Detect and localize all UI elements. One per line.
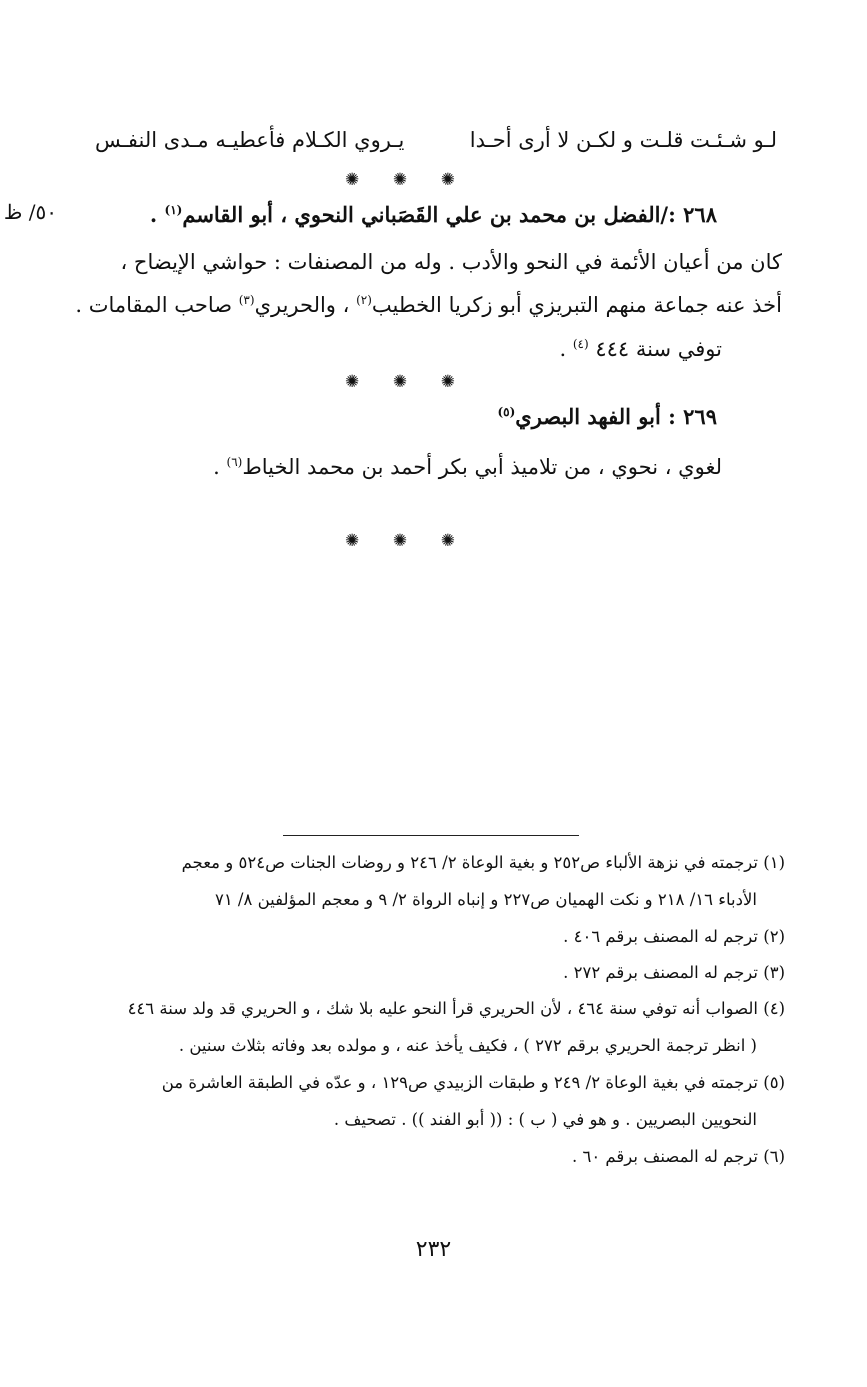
footnote-ref-5: (٥) xyxy=(497,405,516,419)
entry-269-title: ٢٦٩ : أبو الفهد البصري xyxy=(515,404,717,429)
entry-268-line-1: كان من أعيان الأئمة في النحو والأدب . وله من المصنفات : حواشي الإيضاح ، xyxy=(120,250,782,274)
ornament-star: ✺ xyxy=(345,531,360,551)
footnote-5-line-2: النحويين البصريين . و هو في ( ب ) : (( أبو الفند )) . تصحيف . xyxy=(333,1110,757,1129)
footnote-ref-3: (٣) xyxy=(238,293,255,307)
entry-268-line-2 xyxy=(75,293,782,317)
entry-269-line-1: لغوي ، نحوي ، من تلاميذ أبي بكر أحمد بن محمد الخياط$^{(٦)}$ . xyxy=(213,455,722,479)
entry-268-line-2-b: ، والحريري xyxy=(254,293,350,317)
entry-269-heading xyxy=(497,404,717,429)
ornament-star: ✺ xyxy=(440,170,455,190)
footnote-1-line-2: الأدباء ١٦/ ٢١٨ و نكت الهميان ص٢٢٧ و إنباه الرواة ٢/ ٩ و معجم المؤلفين ٨/ ٧١ xyxy=(214,890,757,909)
entry-268-death-year: توفي سنة ٤٤٤ xyxy=(595,337,722,361)
footnote-1-line-1: (١) ترجمته في نزهة الألباء ص٢٥٢ و بغية الوعاة ٢/ ٢٤٦ و روضات الجنات ص٥٢٤ و معجم xyxy=(181,853,785,872)
margin-folio-note: ٥٠/ ظ xyxy=(3,200,57,224)
separator-ornament xyxy=(345,531,455,551)
footnote-ref-4: (٤) xyxy=(572,337,589,351)
footnote-divider xyxy=(283,835,579,836)
footnote-4-line-2: ( انظر ترجمة الحريري برقم ٢٧٢ ) ، فكيف يأخذ عنه ، و مولده بعد وفاته بثلاث سنين . xyxy=(178,1036,757,1055)
page-number: ٢٣٢ xyxy=(415,1237,452,1262)
verse-hemistich-right: لـو شـئـت قلـت و لكـن لا أرى أحـدا xyxy=(469,128,777,152)
entry-268-line-2-c: صاحب المقامات . xyxy=(75,293,233,317)
ornament-star: ✺ xyxy=(392,170,408,190)
footnote-4-line-1: (٤) الصواب أنه توفي سنة ٤٦٤ ، لأن الحريري قرأ النحو عليه بلا شك ، و الحريري قد ولد سنة ٤٤٦ xyxy=(127,999,785,1018)
footnote-ref-2: (٢) xyxy=(356,293,372,307)
separator-ornament xyxy=(345,372,455,392)
ornament-star: ✺ xyxy=(345,170,360,190)
footnote-2: (٢) ترجم له المصنف برقم ٤٠٦ . xyxy=(563,927,785,946)
ornament-star: ✺ xyxy=(440,372,455,392)
footnote-3: (٣) ترجم له المصنف برقم ٢٧٢ . xyxy=(563,963,785,982)
footnote-6: (٦) ترجم له المصنف برقم ٦٠ . xyxy=(571,1147,785,1166)
footnote-5-line-1: (٥) ترجمته في بغية الوعاة ٢/ ٢٤٩ و طبقات الزبيدي ص١٢٩ ، و عدّه في الطبقة العاشرة من xyxy=(161,1073,785,1092)
footnote-ref-6: (٦) xyxy=(226,455,243,469)
entry-269-text: لغوي ، نحوي ، من تلاميذ أبي بكر أحمد بن محمد الخياط xyxy=(242,455,722,479)
verse-hemistich-left: يـروي الكـلام فأعطيـه مـدى النفـس xyxy=(95,128,405,152)
ornament-star: ✺ xyxy=(345,372,360,392)
footnote-ref-1: (١) xyxy=(164,203,183,217)
ornament-star: ✺ xyxy=(440,531,455,551)
entry-268-line-3: توفي سنة ٤٤٤ $^{(٤)}$ . xyxy=(559,337,722,361)
ornament-star: ✺ xyxy=(392,372,408,392)
entry-268-heading: ٢٦٨ :/الفضل بن محمد بن علي القَصَباني النحوي ، أبو القاسم$^{(١)}$ . xyxy=(149,202,717,227)
entry-268-line-2-a: أخذ عنه جماعة منهم التبريزي أبو زكريا الخطيب xyxy=(371,293,782,317)
entry-268-title: ٢٦٨ :/الفضل بن محمد بن علي القَصَباني النحوي ، أبو القاسم xyxy=(182,202,717,227)
ornament-star: ✺ xyxy=(392,531,408,551)
separator-ornament xyxy=(345,170,455,190)
